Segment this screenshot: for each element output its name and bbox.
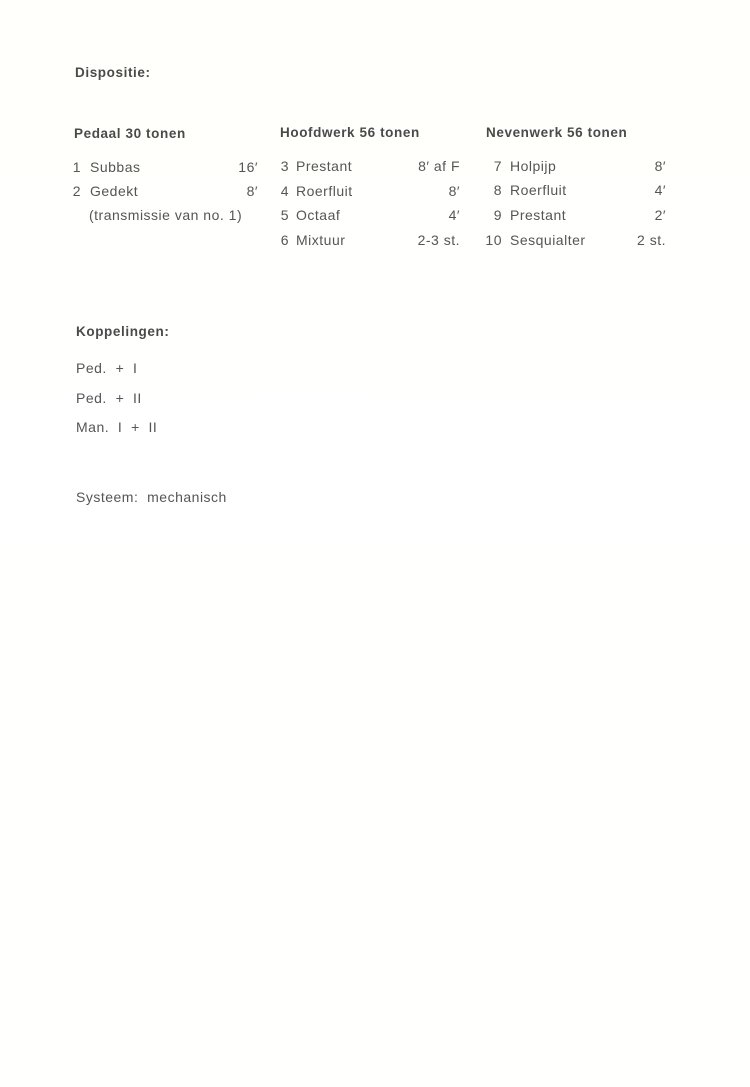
- stop-number: 6: [280, 232, 289, 248]
- stop-number: 5: [280, 207, 289, 223]
- stop-name: Prestant: [296, 158, 353, 174]
- pedal-heading: Pedaal 30 tonen: [74, 126, 186, 141]
- stop-number: 8: [493, 182, 502, 198]
- stop-name: Octaaf: [296, 207, 341, 223]
- stop-pitch: 2′: [654, 207, 666, 223]
- stop-name: Gedekt: [90, 183, 139, 199]
- couplers-title: Koppelingen:: [76, 324, 170, 339]
- coupler-item: Ped. + I: [76, 360, 138, 376]
- disposition-title: Dispositie:: [75, 65, 151, 80]
- stop-pitch: 8′: [654, 158, 666, 174]
- stop-number: 10: [485, 232, 502, 248]
- stop-number: 4: [280, 183, 289, 199]
- stop-name: Roerfluit: [510, 182, 567, 198]
- stop-pitch: 16′: [238, 159, 258, 175]
- stop-number: 3: [280, 158, 289, 174]
- swell-heading: Nevenwerk 56 tonen: [486, 125, 628, 140]
- stop-name: Holpijp: [510, 158, 557, 174]
- transmission-note: (transmissie van no. 1): [89, 207, 243, 223]
- stop-pitch: 4′: [448, 207, 460, 223]
- stop-name: Sesquialter: [510, 232, 586, 248]
- stop-name: Subbas: [90, 159, 141, 175]
- stop-pitch: 8′: [246, 183, 258, 199]
- stop-pitch: 4′: [654, 182, 666, 198]
- stop-name: Roerfluit: [296, 183, 353, 199]
- stop-number: 1: [72, 159, 81, 175]
- stop-number: 7: [493, 158, 502, 174]
- stop-pitch: 8′ af F: [418, 158, 460, 174]
- stop-name: Prestant: [510, 207, 567, 223]
- stop-number: 9: [493, 207, 502, 223]
- stop-name: Mixtuur: [296, 232, 346, 248]
- stop-number: 2: [72, 183, 81, 199]
- stop-pitch: 2 st.: [637, 232, 666, 248]
- coupler-item: Man. I + II: [76, 419, 158, 435]
- stop-pitch: 8′: [448, 183, 460, 199]
- coupler-item: Ped. + II: [76, 390, 142, 406]
- great-heading: Hoofdwerk 56 tonen: [280, 125, 420, 140]
- stop-pitch: 2-3 st.: [417, 232, 460, 248]
- system-line: Systeem: mechanisch: [76, 489, 227, 505]
